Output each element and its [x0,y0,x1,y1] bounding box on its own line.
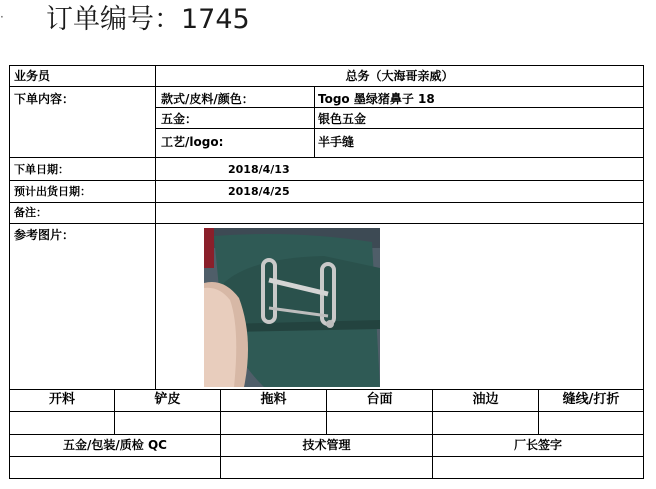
order-date-label: 下单日期： [14,163,69,176]
table-rule [9,86,644,87]
order-form-table [9,65,644,479]
process-header-cutting: 开料 [48,392,75,407]
process-header-material: 拖料 [260,392,287,407]
table-rule [9,456,644,457]
signoff-header-tech: 技术管理 [302,438,351,452]
craft-label: 工艺/logo: [161,135,224,149]
table-rule [9,478,644,479]
order-title-label: 订单编号： [46,4,181,35]
order-number: 1745 [181,4,250,35]
style-label: 款式/皮料/颜色： [161,92,254,106]
table-rule [643,65,644,479]
table-rule [314,86,315,158]
signoff-header-qc: 五金/包装/质检 QC [63,438,167,452]
corner-mark: · [0,10,4,24]
order-date-value: 2018/4/13 [228,163,290,176]
process-header-stitching: 缝线/打折 [562,392,620,407]
process-header-skiving: 铲皮 [154,392,181,407]
signoff-header-director: 厂长签字 [513,438,562,452]
salesperson-label: 业务员 [14,69,51,83]
reference-photo [204,228,380,387]
ship-date-value: 2018/4/25 [228,185,290,198]
table-rule [9,202,644,203]
hardware-value: 银色五金 [318,112,367,126]
ship-date-label: 预计出货日期： [14,185,91,198]
order-title [46,2,250,38]
salesperson-value: 总务（大海哥亲威） [345,69,454,83]
process-header-bench: 台面 [366,392,393,407]
table-rule [9,65,10,479]
table-rule [155,65,156,390]
notes-label: 备注： [14,206,47,219]
order-content-label: 下单内容： [14,92,75,106]
table-rule [9,223,644,224]
craft-value: 半手缝 [318,135,355,149]
table-rule [9,180,644,181]
process-header-edge-paint: 油边 [472,392,499,407]
hardware-label: 五金： [161,112,198,126]
style-value: Togo 墨绿猪鼻子 18 [318,92,435,106]
reference-label: 参考图片： [14,228,75,242]
table-rule [9,157,644,158]
table-rule [155,128,644,129]
